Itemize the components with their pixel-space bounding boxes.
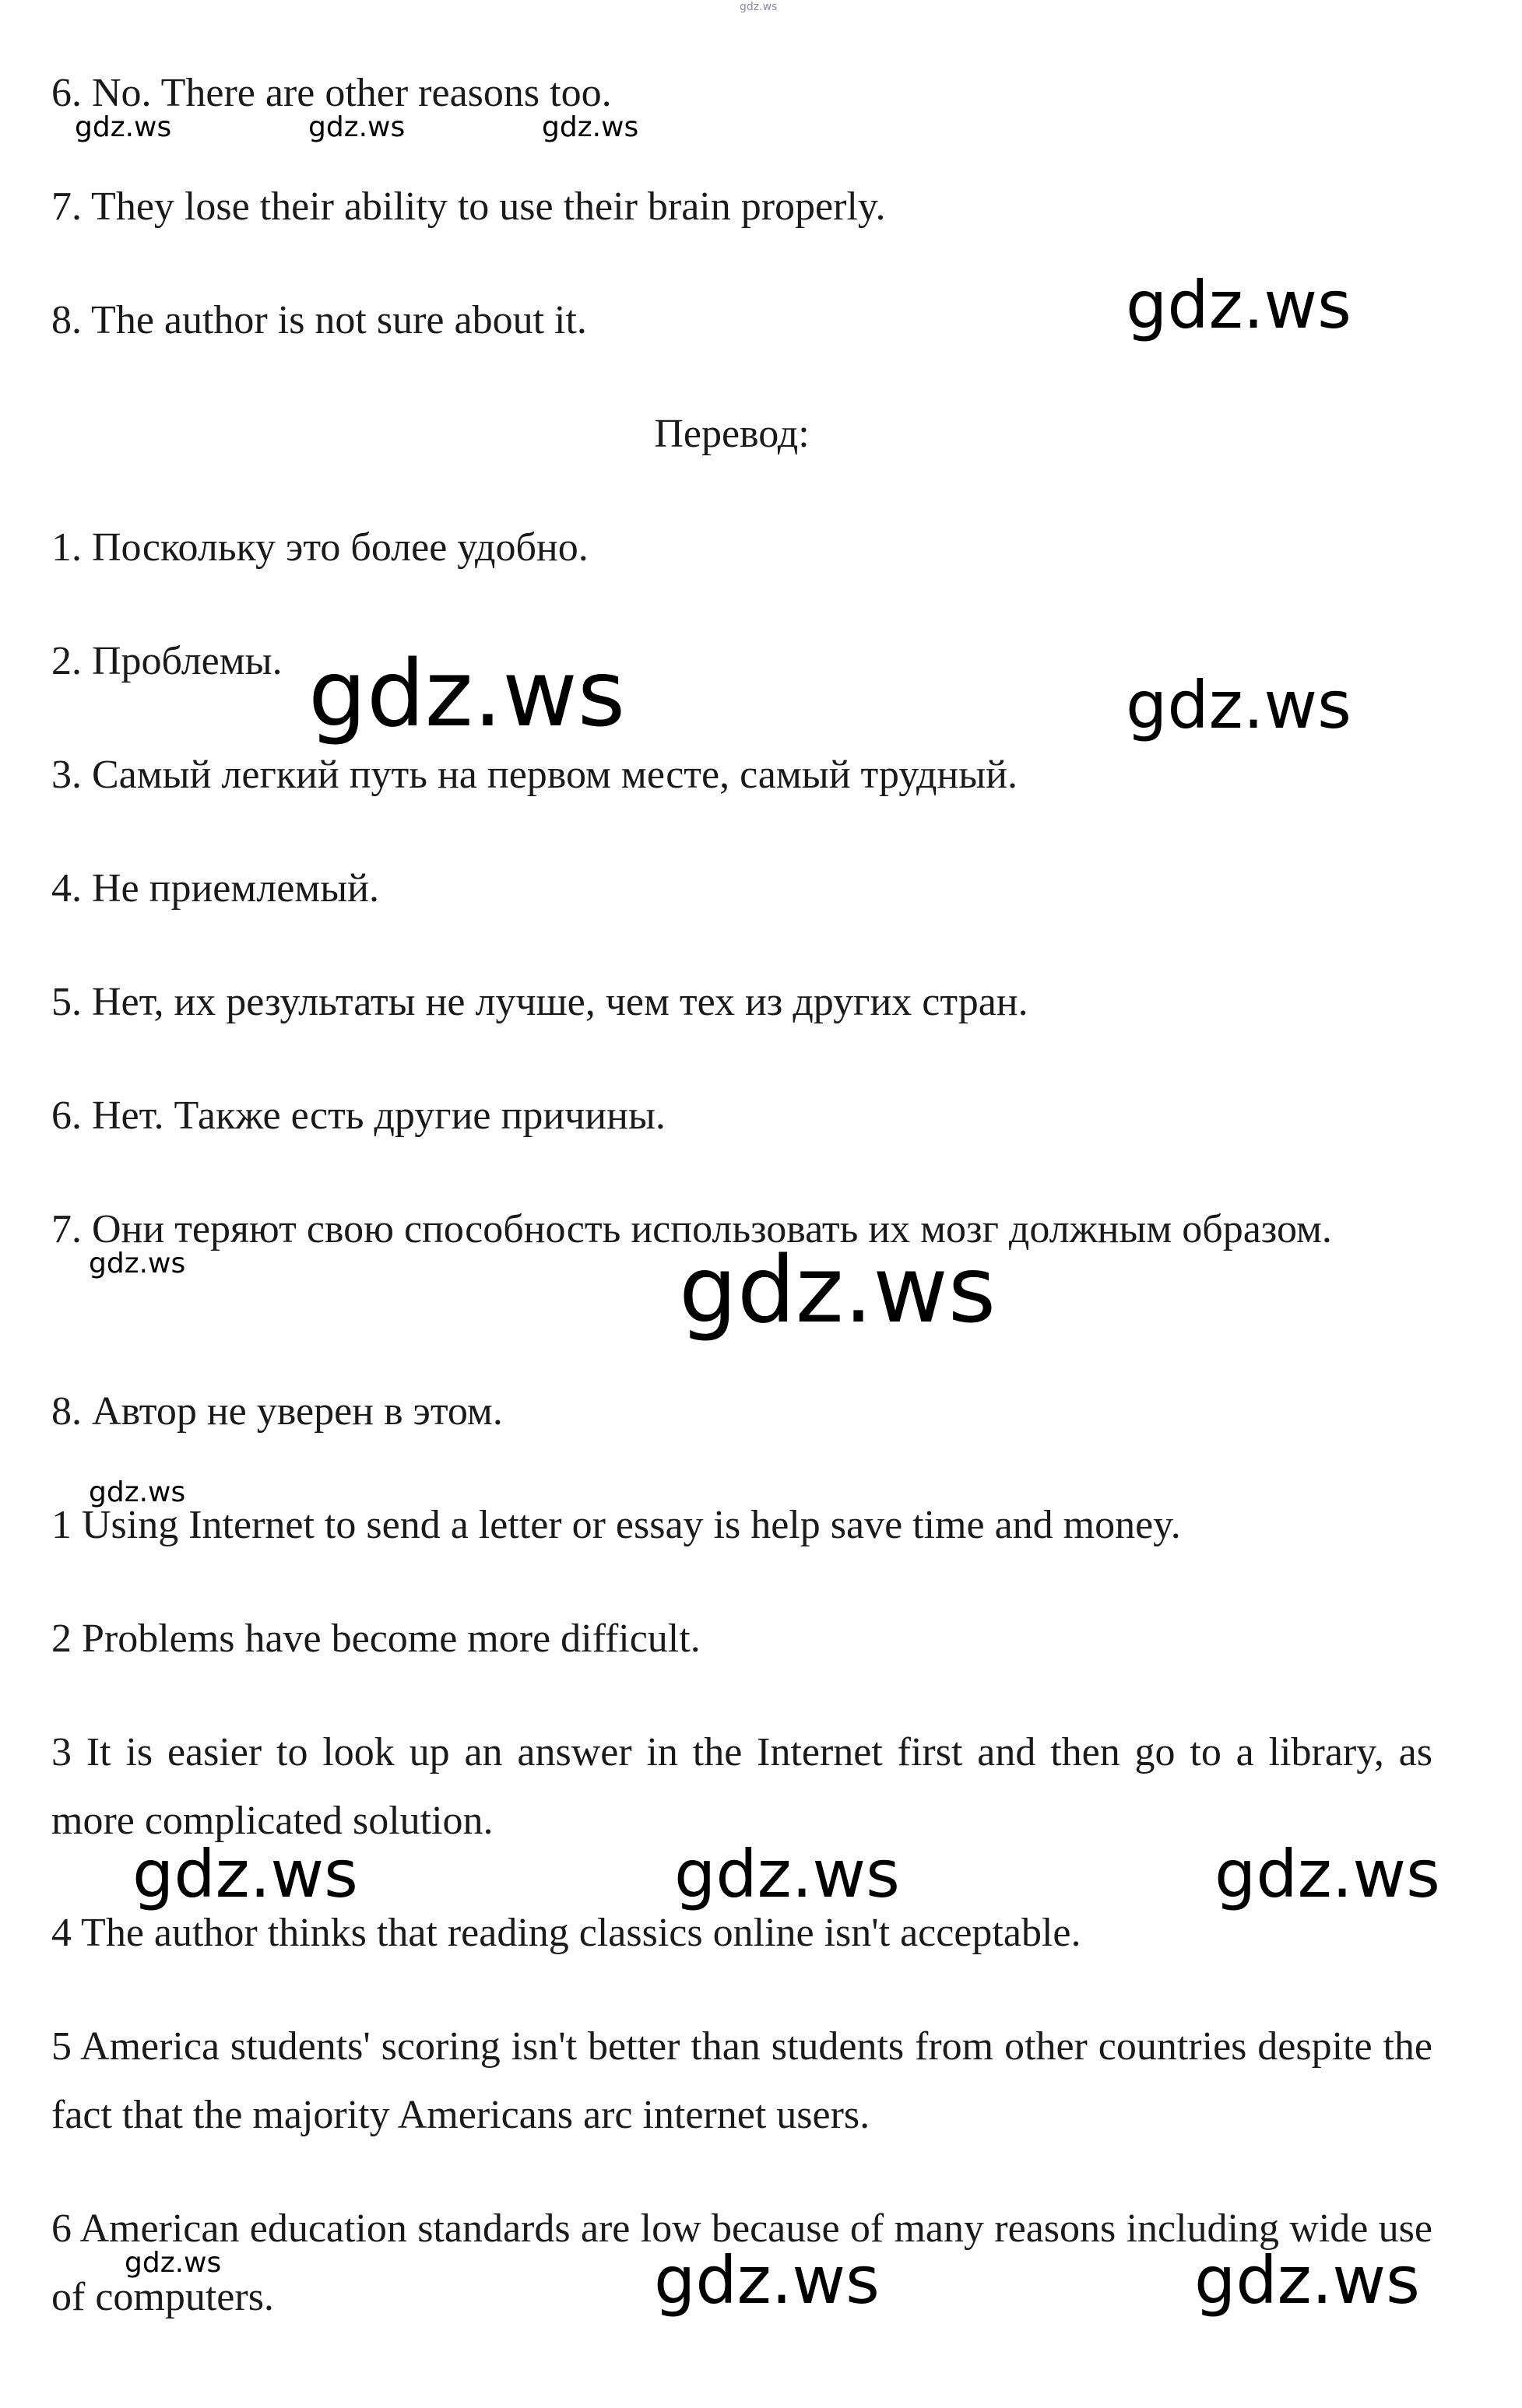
watermark: gdz.ws [89,1248,186,1279]
watermark: gdz.ws [654,2242,880,2318]
watermark: gdz.ws [1126,267,1352,343]
translation-7: 7. Они теряют свою способность использовать их мозг должным образом. [51,1207,1332,1251]
statement-5: 5 America students' scoring isn't better than students from other countries despite the fact that the majority Americans arc internet users. [51,2024,1432,2137]
watermark: gdz.ws [679,1236,997,1343]
translation-2: 2. Проблемы. [51,639,283,683]
translation-1: 1. Поскольку это более удобно. [51,525,589,570]
statement-3: 3 It is easier to look up an answer in the Internet first and then go to a library, as more complicated solution. [51,1730,1432,1843]
watermark: gdz.ws [75,111,172,143]
answer-8-en: 8. The author is not sure about it. [51,298,587,342]
statement-1: 1 Using Internet to send a letter or essay is help save time and money. [51,1503,1181,1547]
watermark: gdz.ws [308,111,406,143]
watermark: gdz.ws [1194,2242,1420,2318]
watermark: gdz.ws [542,111,639,143]
translation-8: 8. Автор не уверен в этом. [51,1389,503,1434]
translation-6: 6. Нет. Также есть другие причины. [51,1093,666,1138]
watermark: gdz.ws [132,1836,358,1912]
statement-2: 2 Problems have become more difficult. [51,1616,701,1661]
translation-5: 5. Нет, их результаты не лучше, чем тех из других стран. [51,980,1028,1024]
answer-6-en: 6. No. There are other reasons too. [51,71,612,115]
watermark: gdz.ws [89,1476,186,1508]
watermark: gdz.ws [125,2247,222,2279]
watermark-top: gdz.ws [740,1,778,13]
watermark: gdz.ws [308,640,626,747]
translation-heading: Перевод: [654,412,810,456]
watermark: gdz.ws [1126,667,1352,743]
statement-4: 4 The author thinks that reading classics online isn't acceptable. [51,1911,1081,1955]
statement-6: 6 American education standards are low because of many reasons including wide use of computers. [51,2206,1432,2319]
watermark: gdz.ws [674,1836,900,1912]
translation-4: 4. Не приемлемый. [51,866,379,911]
watermark: gdz.ws [1214,1836,1440,1912]
answer-7-en: 7. They lose their ability to use their brain properly. [51,184,886,229]
translation-3: 3. Самый легкий путь на первом месте, самый трудный. [51,753,1018,797]
